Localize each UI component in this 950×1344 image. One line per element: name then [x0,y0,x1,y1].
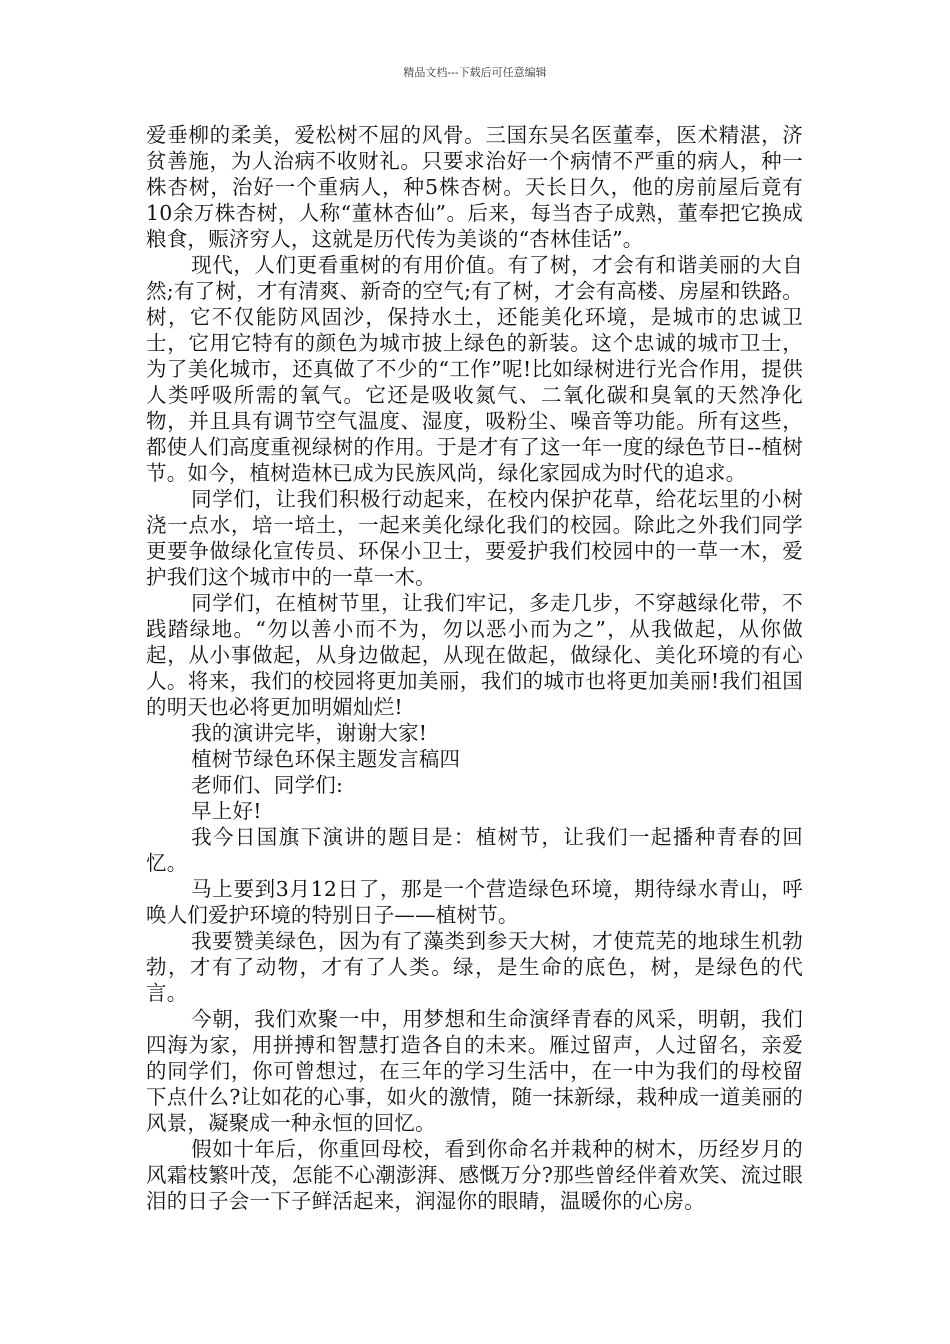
salutation: 老师们、同学们: [191,773,344,797]
document-body [146,122,803,1214]
paragraph: 爱垂柳的柔美，爱松树不屈的风骨。三国东吴名医董奉，医术精湛，济贫善施，为人治病不收财礼。只要求治好一个病情不严重的病人，种一株杏树，治好一个重病人，种5株杏树。天长日久，他的房前屋后竟有10余万株杏树，人称“董林杏仙”。后来，每当杏子成熟，董奉把它换成粮食，赈济穷人，这就是历代传为美谈的“杏林佳话”。 [146,123,803,251]
greeting: 早上好! [191,799,262,823]
paragraph: 同学们，在植树节里，让我们牢记，多走几步，不穿越绿化带，不践踏绿地。“勿以善小而不为，勿以恶小而为之”，从我做起，从你做起，从小事做起，从身边做起，从现在做起，做绿化、美化环境的有心人。将来，我们的校园将更加美丽，我们的城市也将更加美丽!我们祖国的明天也必将更加明媚灿烂! [146,591,803,719]
paragraph: 假如十年后，你重回母校，看到你命名并栽种的树木，历经岁月的风霜枝繁叶茂，怎能不心潮澎湃、感慨万分?那些曾经伴着欢笑、流过眼泪的日子会一下子鲜活起来，润湿你的眼睛，温暖你的心房。 [146,1137,803,1213]
paragraph: 马上要到3月12日了，那是一个营造绿色环境，期待绿水青山，呼唤人们爱护环境的特别日子——植树节。 [146,877,803,927]
section-title: 植树节绿色环保主题发言稿四 [191,747,461,771]
paragraph: 我今日国旗下演讲的题目是：植树节，让我们一起播种青春的回忆。 [146,825,803,875]
page-header: 精品文档---下载后可任意编辑 [403,66,547,79]
paragraph: 今朝，我们欢聚一中，用梦想和生命演绎青春的风采，明朝，我们四海为家，用拼搏和智慧打造各自的未来。雁过留声，人过留名，亲爱的同学们，你可曾想过，在三年的学习生活中，在一中为我们的母校留下点什么?让如花的心事，如火的激情，随一抹新绿，栽种成一道美丽的风景，凝聚成一种永恒的回忆。 [146,1007,803,1135]
closing-line: 我的演讲完毕，谢谢大家! [191,721,428,745]
paragraph: 现代，人们更看重树的有用价值。有了树，才会有和谐美丽的大自然;有了树，才有清爽、新奇的空气;有了树，才会有高楼、房屋和铁路。树，它不仅能防风固沙，保持水土，还能美化环境，是城市的忠诚卫士，它用它特有的颜色为城市披上绿色的新装。这个忠诚的城市卫士，为了美化城市，还真做了不少的“工作”呢!比如绿树进行光合作用，提供人类呼吸所需的氧气。它还是吸收氮气、二氧化碳和臭氧的天然净化物，并且具有调节空气温度、湿度，吸粉尘、噪音等功能。所有这些，都使人们高度重视绿树的作用。于是才有了这一年一度的绿色节日--植树节。如今，植树造林已成为民族风尚，绿化家园成为时代的追求。 [146,253,803,485]
paragraph: 我要赞美绿色，因为有了藻类到参天大树，才使荒芜的地球生机勃勃，才有了动物，才有了人类。绿，是生命的底色，树，是绿色的代言。 [146,929,803,1005]
paragraph: 同学们，让我们积极行动起来，在校内保护花草，给花坛里的小树浇一点水，培一培土，一起来美化绿化我们的校园。除此之外我们同学更要争做绿化宣传员、环保小卫士，要爱护我们校园中的一草一木，爱护我们这个城市中的一草一木。 [146,487,803,589]
